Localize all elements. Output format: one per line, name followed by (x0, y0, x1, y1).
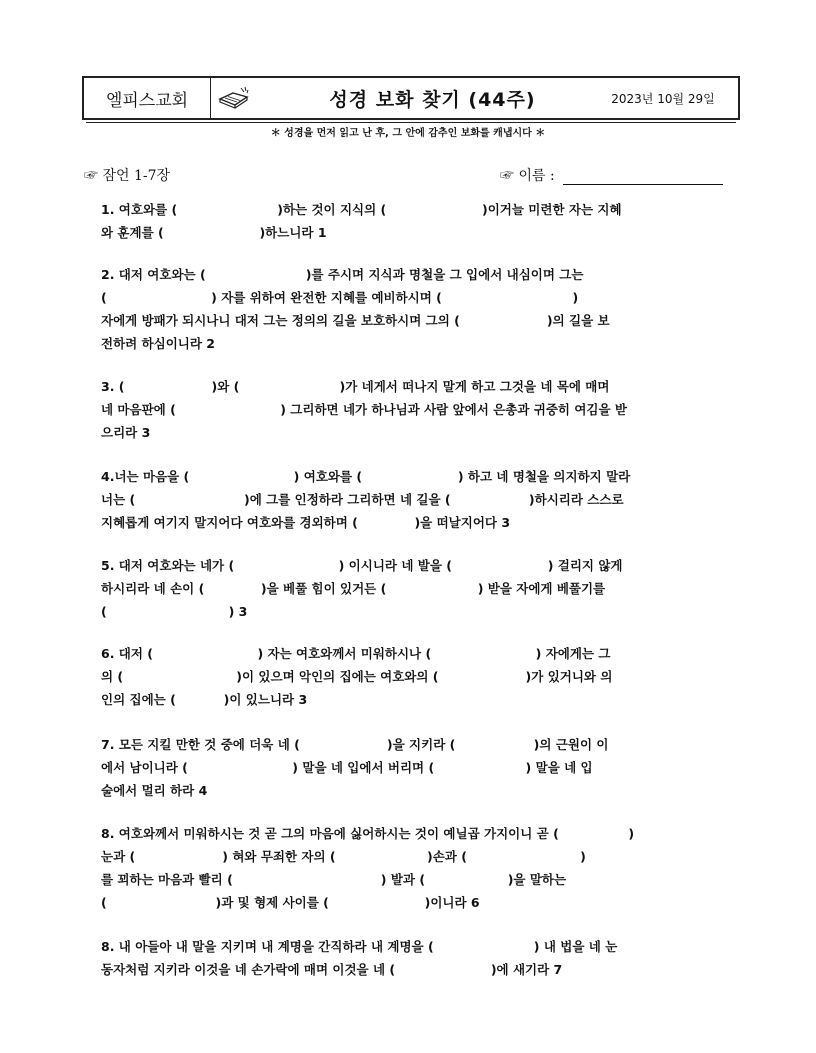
question-line: 으리라 3 (101, 425, 151, 440)
question-7 (101, 733, 724, 802)
question-5 (101, 554, 724, 623)
question-4 (101, 465, 724, 534)
question-line: 전하려 하심이니라 2 (101, 336, 216, 351)
instruction: ＊ 성경을 먼저 읽고 난 후, 그 안에 감추인 보화를 캐냅시다 ＊ (270, 128, 546, 139)
question-line: 3. ( )와 ( )가 네게서 떠나지 말게 하고 그것을 네 목에 매며 (101, 379, 610, 394)
question-line: 술에서 멀리 하라 4 (101, 783, 208, 798)
name-label: ☞ 이름 : (500, 168, 555, 184)
question-1 (101, 198, 724, 244)
question-line: 에서 남이니라 ( ) 말을 네 입에서 버리며 ( ) 말을 네 입 (101, 760, 593, 775)
question-6 (101, 642, 724, 711)
name-field (500, 165, 723, 185)
question-3 (101, 375, 724, 444)
question-line: 4.너는 마음을 ( ) 여호와를 ( ) 하고 네 명철을 의지하지 말라 (101, 469, 631, 484)
question-line: 하시리라 네 손이 ( )을 베풀 힘이 있거든 ( ) 받을 자에게 베풀기를 (101, 581, 606, 596)
question-line: 5. 대저 여호와는 네가 ( ) 이시니라 네 발을 ( ) 걸리지 않게 (101, 558, 623, 573)
date: 2023년 10월 29일 (611, 91, 715, 106)
question-line: 자에게 방패가 되시나니 대저 그는 정의의 길을 보호하시며 그의 ( )의 길을 보 (101, 313, 610, 328)
question-line: 2. 대저 여호와는 ( )를 주시며 지식과 명철을 그 입에서 내심이며 그는 (101, 267, 584, 282)
question-2 (101, 263, 724, 355)
question-line: 지혜롭게 여기지 말지어다 여호와를 경외하며 ( )을 떠날지어다 3 (101, 515, 511, 530)
question-line: ( )과 및 형제 사이를 ( )이니라 6 (101, 895, 480, 910)
question-9 (101, 935, 724, 981)
question-line: 동자처럼 지키라 이것을 네 손가락에 매며 이것을 네 ( )에 새기라 7 (101, 962, 563, 977)
bible-icon (211, 78, 257, 118)
question-line: 눈과 ( ) 혀와 무죄한 자의 ( )손과 ( ) (101, 849, 586, 864)
question-line: 6. 대저 ( ) 자는 여호와께서 미워하시나 ( ) 자에게는 그 (101, 646, 611, 661)
question-line: 인의 집에는 ( )이 있느니라 3 (101, 692, 308, 707)
question-8 (101, 822, 724, 914)
question-line: 1. 여호와를 ( )하는 것이 지식의 ( )이거늘 미련한 자는 지혜 (101, 202, 622, 217)
question-line: 네 마음판에 ( ) 그리하면 네가 하나님과 사람 앞에서 은총과 귀중히 여김을 받 (101, 402, 627, 417)
question-line: 너는 ( )에 그를 인정하라 그리하면 네 길을 ( )하시리라 스스로 (101, 492, 624, 507)
question-line: 를 꾀하는 마음과 빨리 ( ) 발과 ( )을 말하는 (101, 872, 567, 887)
question-line: 8. 내 아들아 내 말을 지키며 내 계명을 간직하라 내 계명을 ( ) 내 법을 네 눈 (101, 939, 618, 954)
page-title: 성경 보화 찾기 (44주) (329, 88, 536, 111)
question-line: ( ) 3 (101, 604, 248, 619)
section-title: ☞ 잠언 1-7장 (84, 168, 171, 184)
question-line: ( ) 자를 위하여 완전한 지혜를 예비하시며 ( ) (101, 290, 579, 305)
church-name: 엘피스교회 (84, 78, 211, 118)
question-line: 7. 모든 지킬 만한 것 중에 더욱 네 ( )을 지키라 ( )의 근원이 이 (101, 737, 609, 752)
header-box (82, 76, 740, 120)
name-blank[interactable] (563, 167, 723, 185)
question-line: 와 훈계를 ( )하느니라 1 (101, 225, 327, 240)
question-line: 의 ( )이 있으며 악인의 집에는 여호와의 ( )가 있거니와 의 (101, 669, 613, 684)
question-line: 8. 여호와께서 미워하시는 것 곧 그의 마음에 싫어하시는 것이 예닐곱 가지이니 곧 ( ) (101, 826, 635, 841)
